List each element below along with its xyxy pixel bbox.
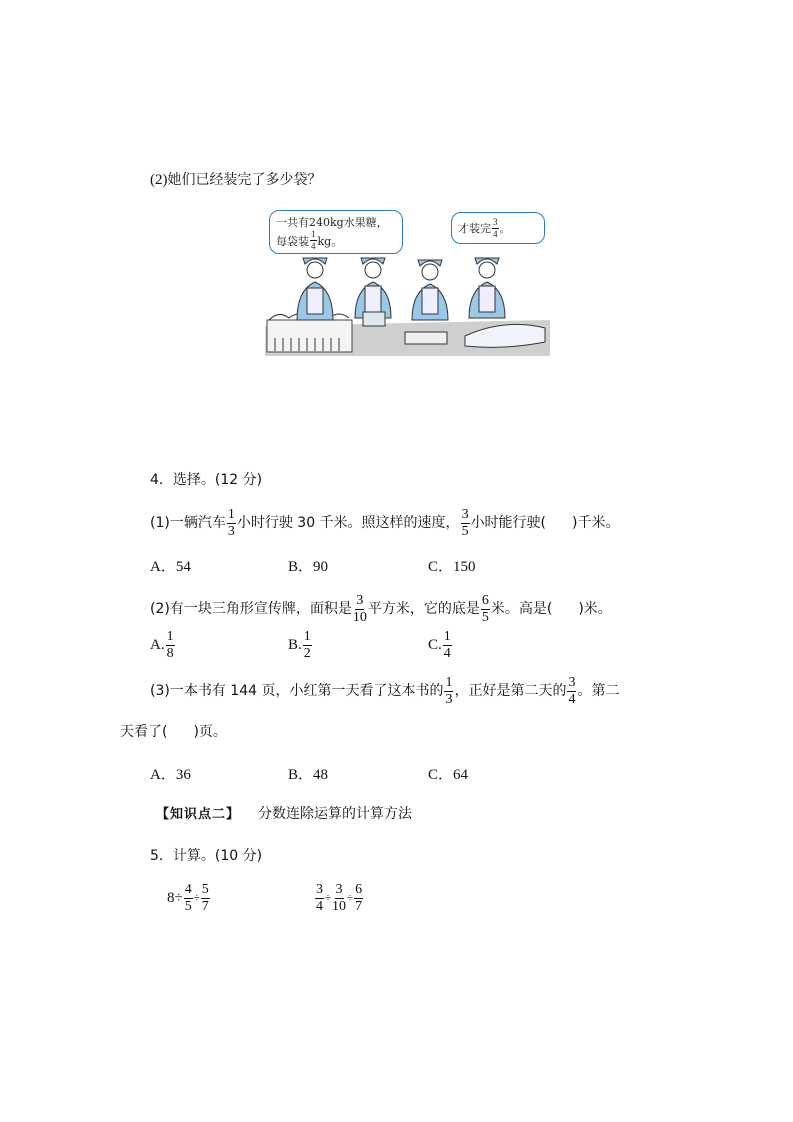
- numerator: 1: [311, 229, 316, 239]
- divide-operator: ÷: [193, 891, 200, 904]
- fraction: [443, 630, 452, 661]
- fraction: [354, 883, 363, 914]
- option-c[interactable]: C．64: [428, 767, 469, 783]
- question-4-part-3-line-2: [120, 718, 227, 746]
- numerator: 1: [303, 629, 311, 644]
- denominator: 4: [493, 228, 498, 239]
- denominator: 7: [201, 898, 209, 914]
- denominator: 3: [445, 691, 453, 707]
- knowledge-point-title: 分数连除运算的计算方法: [258, 806, 413, 822]
- fraction-one-quarter: [310, 230, 317, 251]
- numerator: 3: [493, 216, 498, 227]
- part-3-text-b: ，正好是第二天的: [454, 683, 567, 699]
- fraction-three-quarters: [492, 218, 499, 239]
- speech-bubble-right: [451, 212, 545, 244]
- denominator: 10: [352, 609, 367, 625]
- divide-operator: ÷: [347, 891, 354, 904]
- numerator: 6: [481, 592, 489, 608]
- question-5-title: [150, 842, 262, 870]
- option-b[interactable]: [288, 630, 313, 661]
- numerator: 1: [227, 506, 235, 522]
- option-label: B.: [288, 637, 302, 653]
- knowledge-point-heading: [156, 800, 412, 828]
- fraction: [567, 676, 576, 707]
- bubble-left-text: 每袋装: [276, 234, 309, 248]
- fraction: [227, 508, 236, 539]
- numerator: 3: [356, 592, 364, 608]
- denominator: 4: [316, 898, 323, 914]
- numerator: 3: [461, 506, 469, 522]
- fraction: [166, 630, 175, 661]
- option-label: A.: [150, 637, 165, 653]
- fraction: [444, 676, 453, 707]
- question-3-part-2: [150, 166, 322, 194]
- fraction: [303, 630, 312, 661]
- speech-bubble-left: [269, 210, 403, 254]
- denominator: 5: [481, 609, 489, 625]
- bubble-left-line-1: 一共有240kg水果糖，: [276, 216, 388, 229]
- question-5-heading: 5．计算。(10 分): [150, 848, 263, 864]
- bubble-left-unit: kg。: [317, 234, 343, 248]
- denominator: 4: [568, 691, 576, 707]
- part-3-text-e: )页。: [193, 724, 227, 740]
- option-b[interactable]: B．48: [288, 767, 329, 783]
- numerator: 3: [335, 881, 343, 897]
- part-1-text-c: 小时能行驶(: [470, 515, 547, 531]
- question-4-part-2: [150, 592, 612, 626]
- numerator: 3: [316, 881, 323, 897]
- denominator: 8: [166, 646, 174, 661]
- fraction: [332, 883, 346, 914]
- part-2-text-c: 米。高是(: [490, 601, 553, 617]
- knowledge-point-tag: 【知识点二】: [156, 806, 241, 822]
- denominator: 5: [461, 523, 469, 539]
- fraction: [481, 594, 490, 625]
- part-1-text-a: (1)一辆汽车: [150, 515, 226, 531]
- numerator: 5: [201, 881, 209, 897]
- part-3-text-c: 。第二: [577, 683, 620, 699]
- numerator: 1: [445, 674, 453, 690]
- question-4-heading: 4．选择。(12 分): [150, 472, 263, 488]
- divide-operator: ÷: [325, 891, 332, 904]
- option-a[interactable]: [150, 630, 176, 661]
- illustration-packing-candy: [265, 208, 550, 356]
- question-4-title: [150, 466, 262, 494]
- numerator: 3: [568, 674, 576, 690]
- question-text: 她们已经装完了多少袋？: [167, 172, 322, 188]
- question-4-part-1: [150, 506, 620, 540]
- expression-1: [167, 880, 211, 916]
- numerator: 1: [443, 629, 451, 644]
- numerator: 6: [355, 881, 363, 897]
- bubble-right-end: 。: [499, 222, 511, 235]
- bubble-right-text: 才装完: [458, 222, 491, 235]
- part-1-text-d: )千米。: [572, 515, 620, 531]
- denominator: 10: [332, 898, 347, 914]
- option-b[interactable]: B．90: [288, 559, 329, 575]
- denominator: 7: [355, 898, 363, 914]
- fraction: [201, 883, 210, 914]
- question-number: (2): [150, 171, 168, 188]
- bubble-left-line-2: [276, 230, 396, 251]
- denominator: 3: [227, 523, 235, 539]
- expression-lead: 8÷: [167, 889, 183, 906]
- option-a[interactable]: A．36: [150, 767, 191, 783]
- denominator: 2: [303, 646, 311, 661]
- denominator: 4: [311, 241, 316, 251]
- option-c[interactable]: C．150: [428, 559, 476, 575]
- part-1-text-b: 小时行驶 30 千米。照这样的速度，: [236, 515, 460, 531]
- numerator: 1: [166, 629, 174, 644]
- numerator: 4: [184, 881, 192, 897]
- fraction: [353, 594, 367, 625]
- option-c[interactable]: [428, 630, 453, 661]
- option-label: C.: [428, 637, 442, 653]
- part-3-text-a: (3)一本书有 144 页，小红第一天看了这本书的: [150, 683, 444, 699]
- denominator: 4: [443, 646, 451, 661]
- fraction: [184, 883, 193, 914]
- fraction: [315, 883, 324, 914]
- fraction: [461, 508, 470, 539]
- expression-2: [314, 880, 364, 916]
- part-2-text-a: (2)有一块三角形宣传牌，面积是: [150, 601, 352, 617]
- part-2-text-b: 平方米，它的底是: [367, 601, 480, 617]
- option-a[interactable]: A．54: [150, 559, 191, 575]
- part-3-text-d: 天看了(: [120, 724, 168, 740]
- question-4-part-3: [150, 674, 619, 708]
- part-2-text-d: )米。: [578, 601, 612, 617]
- denominator: 5: [184, 898, 192, 914]
